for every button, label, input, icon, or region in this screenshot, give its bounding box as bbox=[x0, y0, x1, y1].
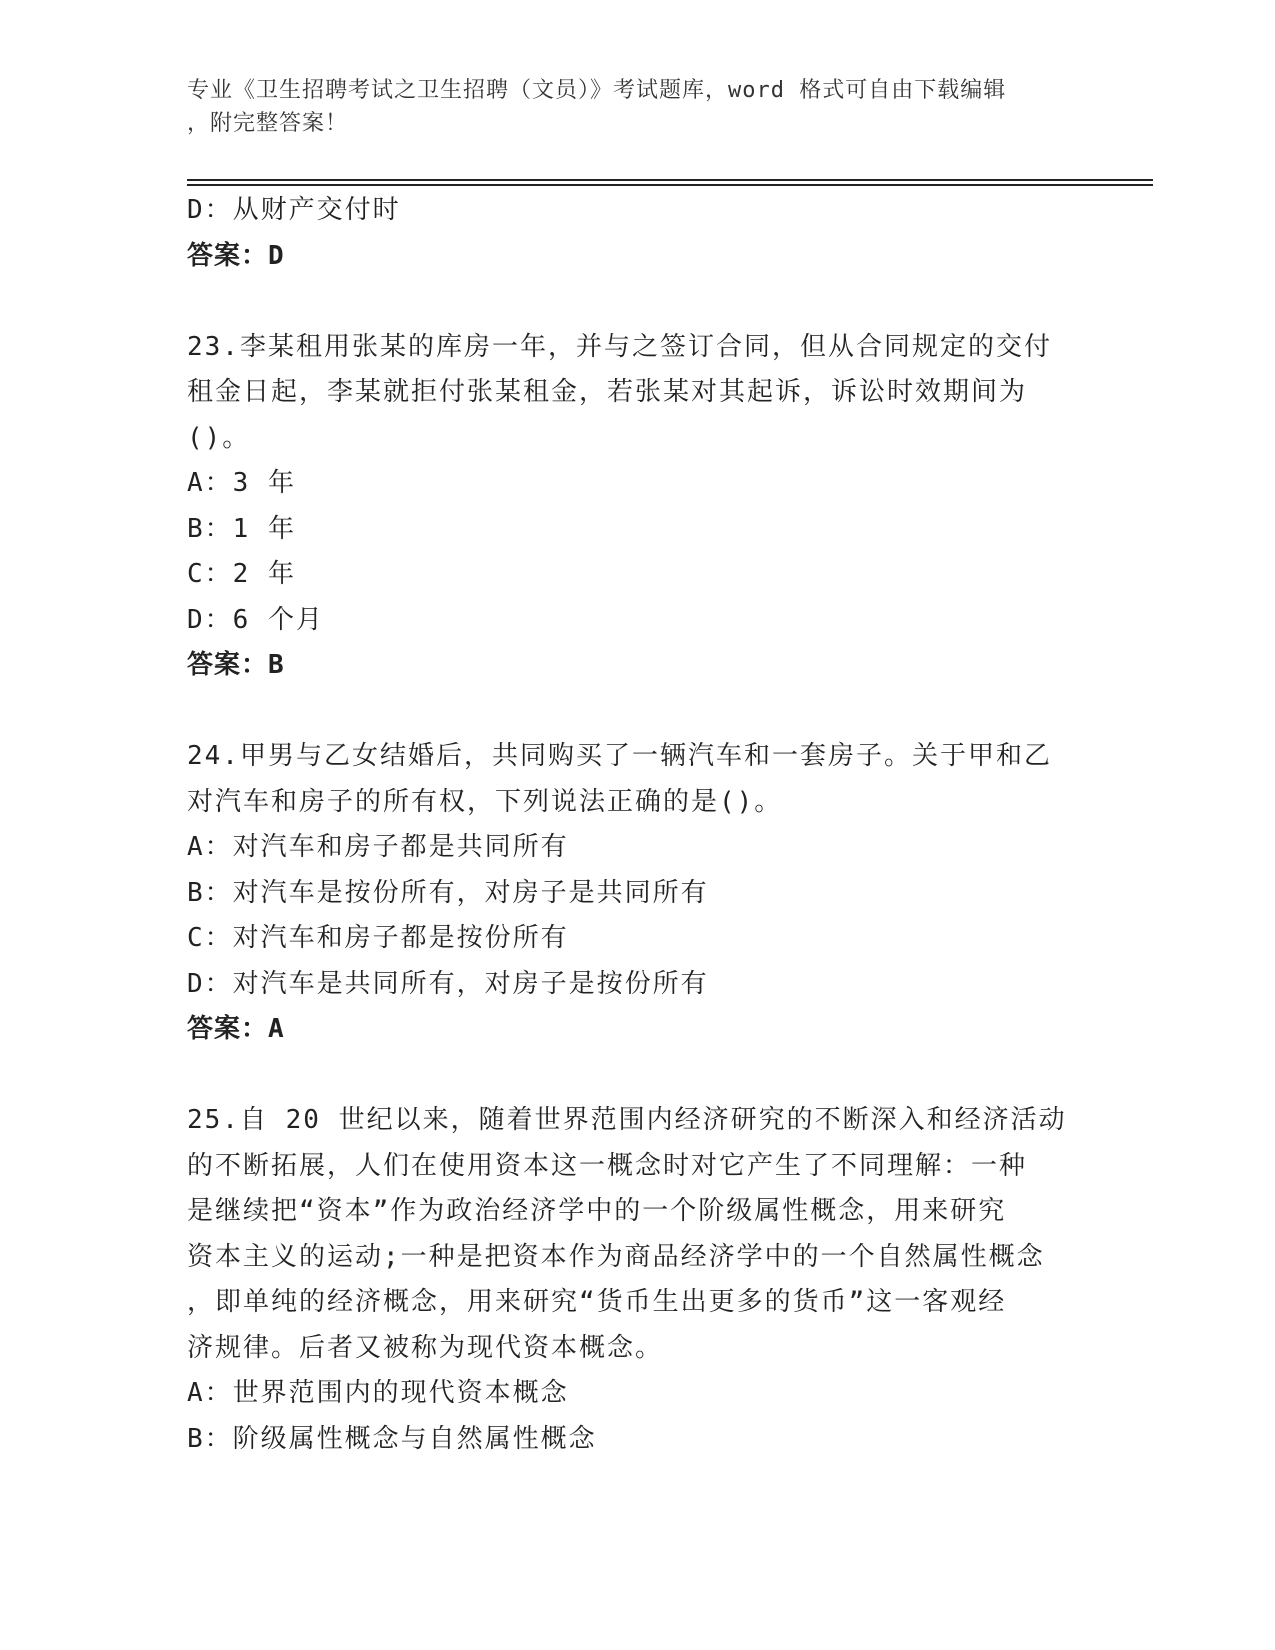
answer: 答案：D bbox=[187, 240, 285, 271]
header-line-2: ，附完整答案！ bbox=[187, 111, 349, 136]
question-text-line: 租金日起，李某就拒付张某租金，若张某对其起诉，诉讼时效期间为 bbox=[187, 377, 1028, 407]
question-text-line: 的不断拓展，人们在使用资本这一概念时对它产生了不同理解：一种 bbox=[187, 1150, 1028, 1181]
spacer bbox=[187, 1053, 1087, 1099]
option-a: A：3 年 bbox=[187, 468, 296, 498]
question-24 bbox=[187, 734, 1067, 825]
option-b: B：阶级属性概念与自然属性概念 bbox=[187, 1423, 597, 1454]
option-b: B：对汽车是按份所有，对房子是共同所有 bbox=[187, 877, 709, 908]
spacer bbox=[187, 689, 1087, 735]
question-text-line: ()。 bbox=[187, 422, 251, 453]
question-text-line: 25.自 20 世纪以来，随着世界范围内经济研究的不断深入和经济活动 bbox=[187, 1105, 1067, 1135]
spacer bbox=[187, 279, 1087, 325]
option-a: A：世界范围内的现代资本概念 bbox=[187, 1378, 569, 1408]
question-text-line: ，即单纯的经济概念，用来研究“货币生出更多的货币”这一客观经 bbox=[187, 1287, 1007, 1317]
question-text-line: 23.李某租用张某的库房一年，并与之签订合同，但从合同规定的交付 bbox=[187, 331, 1052, 362]
question-text-line: 是继续把“资本”作为政治经济学中的一个阶级属性概念，用来研究 bbox=[187, 1196, 1007, 1226]
answer: 答案：A bbox=[187, 1014, 285, 1044]
document-header bbox=[187, 74, 1067, 140]
question-25 bbox=[187, 1098, 1067, 1371]
question-text-line: 资本主义的运动;一种是把资本作为商品经济学中的一个自然属性概念 bbox=[187, 1241, 1045, 1272]
option-c: C：对汽车和房子都是按份所有 bbox=[187, 923, 569, 953]
question-text-line: 济规律。后者又被称为现代资本概念。 bbox=[187, 1332, 664, 1363]
option-d: D：从财产交付时 bbox=[187, 195, 401, 225]
header-divider-top bbox=[187, 179, 1153, 181]
question-content bbox=[187, 188, 1087, 1462]
question-text-line: 24.甲男与乙女结婚后，共同购买了一辆汽车和一套房子。关于甲和乙 bbox=[187, 741, 1052, 771]
question-23 bbox=[187, 325, 1067, 462]
option-c: C：2 年 bbox=[187, 559, 296, 589]
option-d: D：对汽车是共同所有，对房子是按份所有 bbox=[187, 968, 709, 999]
header-line-1: 专业《卫生招聘考试之卫生招聘（文员）》考试题库，word 格式可自由下载编辑 bbox=[187, 78, 1007, 103]
option-d: D：6 个月 bbox=[187, 604, 324, 635]
header-divider-bottom bbox=[187, 184, 1153, 186]
question-text-line: 对汽车和房子的所有权，下列说法正确的是()。 bbox=[187, 786, 783, 817]
answer: 答案：B bbox=[187, 650, 285, 680]
option-a: A：对汽车和房子都是共同所有 bbox=[187, 832, 569, 862]
option-b: B：1 年 bbox=[187, 513, 296, 544]
